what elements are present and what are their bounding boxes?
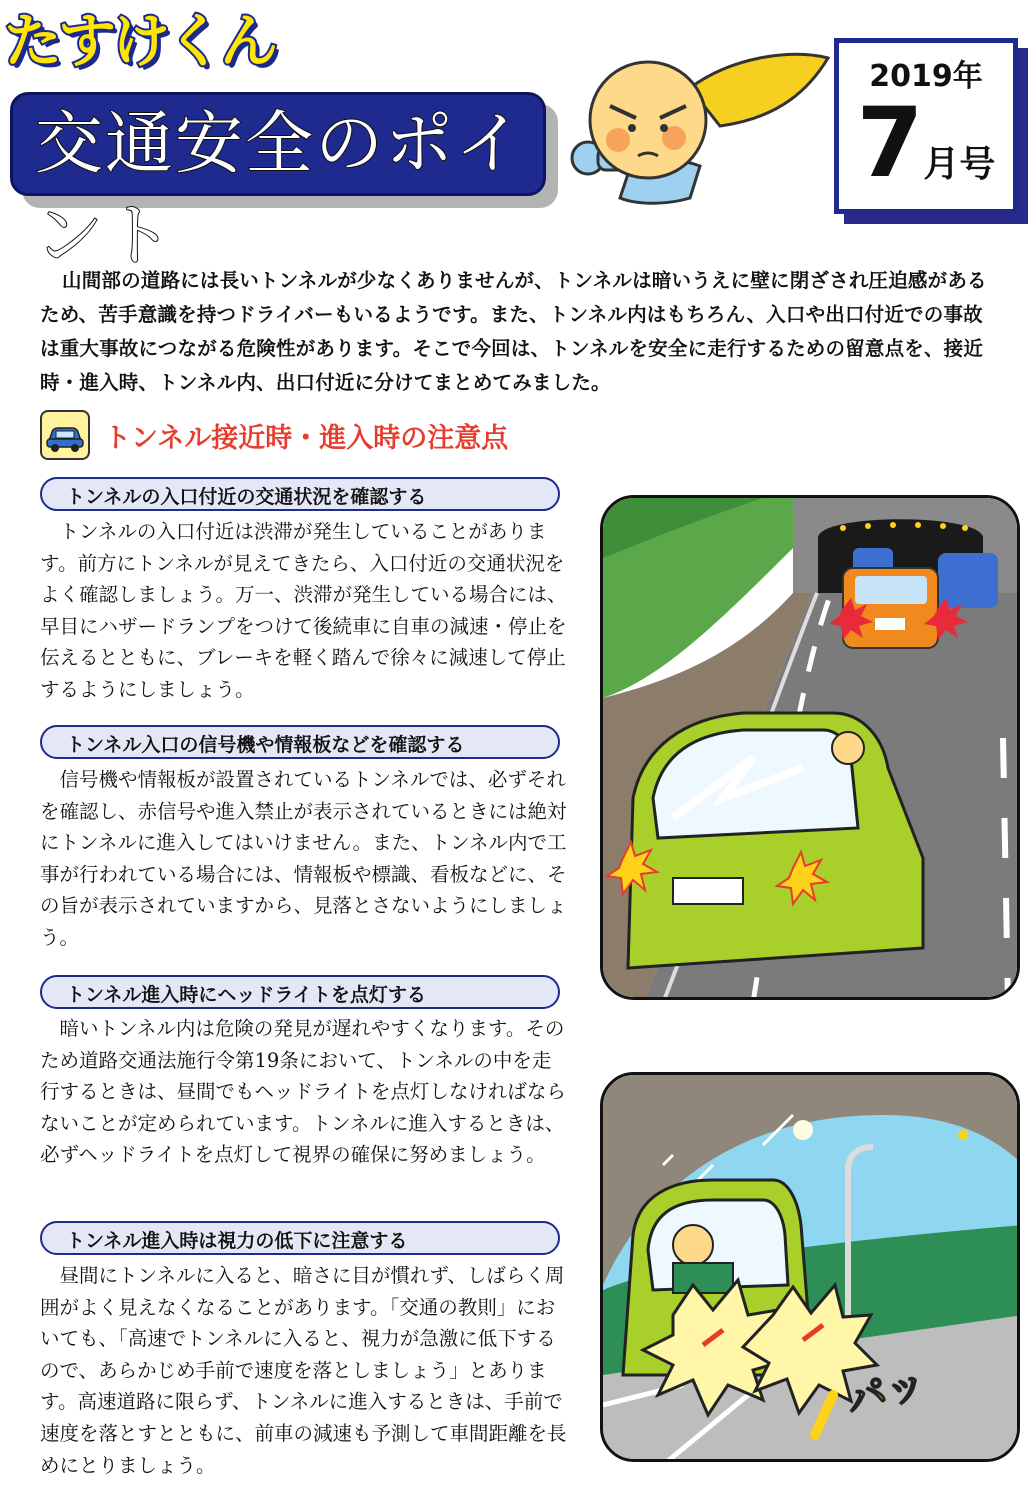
tunnel-approach-scene xyxy=(603,498,1020,1000)
paragraph-2: 信号機や情報板が設置されているトンネルでは、必ずそれを確認し、赤信号や進入禁止が表示されているときには絶対にトンネルに進入してはいけません。また、トンネル内で工事が行われている場合には、情報板や標識、看板などに、その旨が表示されていますから、見落とさないようにしましょう。 xyxy=(40,768,567,949)
subheading-3 xyxy=(40,975,560,1009)
subheading-3-text: トンネル進入時にヘッドライトを点灯する xyxy=(66,984,426,1006)
paragraph-3: 暗いトンネル内は危険の発見が遅れやすくなります。そのため道路交通法施行令第19条において、トンネルの中を走行するときは、昼間でもヘッドライトを点灯しなければならないことが定められています。トンネルに進入するときは、必ずヘッドライトを点灯して視界の確保に努めましょう。 xyxy=(40,1017,566,1167)
section-heading xyxy=(40,410,600,462)
illustration-tunnel-approach xyxy=(600,495,1020,1000)
subheading-4 xyxy=(40,1221,560,1255)
mascot-illustration xyxy=(570,48,830,218)
car-icon-graphic xyxy=(42,412,88,458)
issue-month xyxy=(839,87,1013,213)
subheading-1 xyxy=(40,477,560,511)
subheading-4-text: トンネル進入時は視力の低下に注意する xyxy=(66,1230,408,1252)
brand-logo-text: たすけくん xyxy=(4,7,275,75)
brand-logo xyxy=(4,6,314,76)
issue-year: 2019年 xyxy=(869,59,983,94)
section-title: トンネル接近時・進入時の注意点 xyxy=(104,423,509,454)
subheading-1-text: トンネルの入口付近の交通状況を確認する xyxy=(66,486,427,508)
paragraph-1: トンネルの入口付近は渋滞が発生していることがあります。前方にトンネルが見えてきたら、入口付近の交通状況をよく確認しましょう。万一、渋滞が発生している場合には、早目にハザードランプをつけて後続車に自車の減速・停止を伝えるとともに、ブレーキを軽く踏んで徐々に減速して停止するようにしましょう。 xyxy=(40,520,567,701)
intro-paragraph xyxy=(40,264,995,400)
paragraph-4: 昼間にトンネルに入ると、暗さに目が慣れず、しばらく周囲がよく見えなくなることがあります。「交通の教則」においても、「高速でトンネルに入ると、視力が急激に低下するので、あらかじめ手前で速度を落としましょう」とあります。高速道路に限らず、トンネルに進入するときは、手前で速度を落とすとともに、前車の減速も予測して車間距離を長めにとりましょう。 xyxy=(40,1264,567,1477)
issue-box xyxy=(834,38,1018,214)
illustration-inside-tunnel xyxy=(600,1072,1020,1462)
issue-month-number: 7 xyxy=(856,87,924,199)
issue-month-unit: 月号 xyxy=(923,144,996,185)
car-icon xyxy=(40,410,90,460)
inside-tunnel-scene xyxy=(603,1075,1020,1462)
page-title: 交通安全のポイント xyxy=(35,105,526,276)
subheading-2 xyxy=(40,725,560,759)
intro-text: 山間部の道路には長いトンネルが少なくありませんが、トンネルは暗いうえに壁に閉ざされ圧迫感があるため、苦手意識を持つドライバーもいるようです。また、トンネル内はもちろん、入口や出口付近での事故は重大事故につながる危険性があります。そこで今回は、トンネルを安全に走行するための留意点を、接近時・進入時、トンネル内、出口付近に分けてまとめてみました。 xyxy=(40,269,987,394)
flash-sound-text: パッ xyxy=(841,1359,931,1425)
title-banner xyxy=(10,92,546,276)
subheading-2-text: トンネル入口の信号機や情報板などを確認する xyxy=(66,734,465,756)
